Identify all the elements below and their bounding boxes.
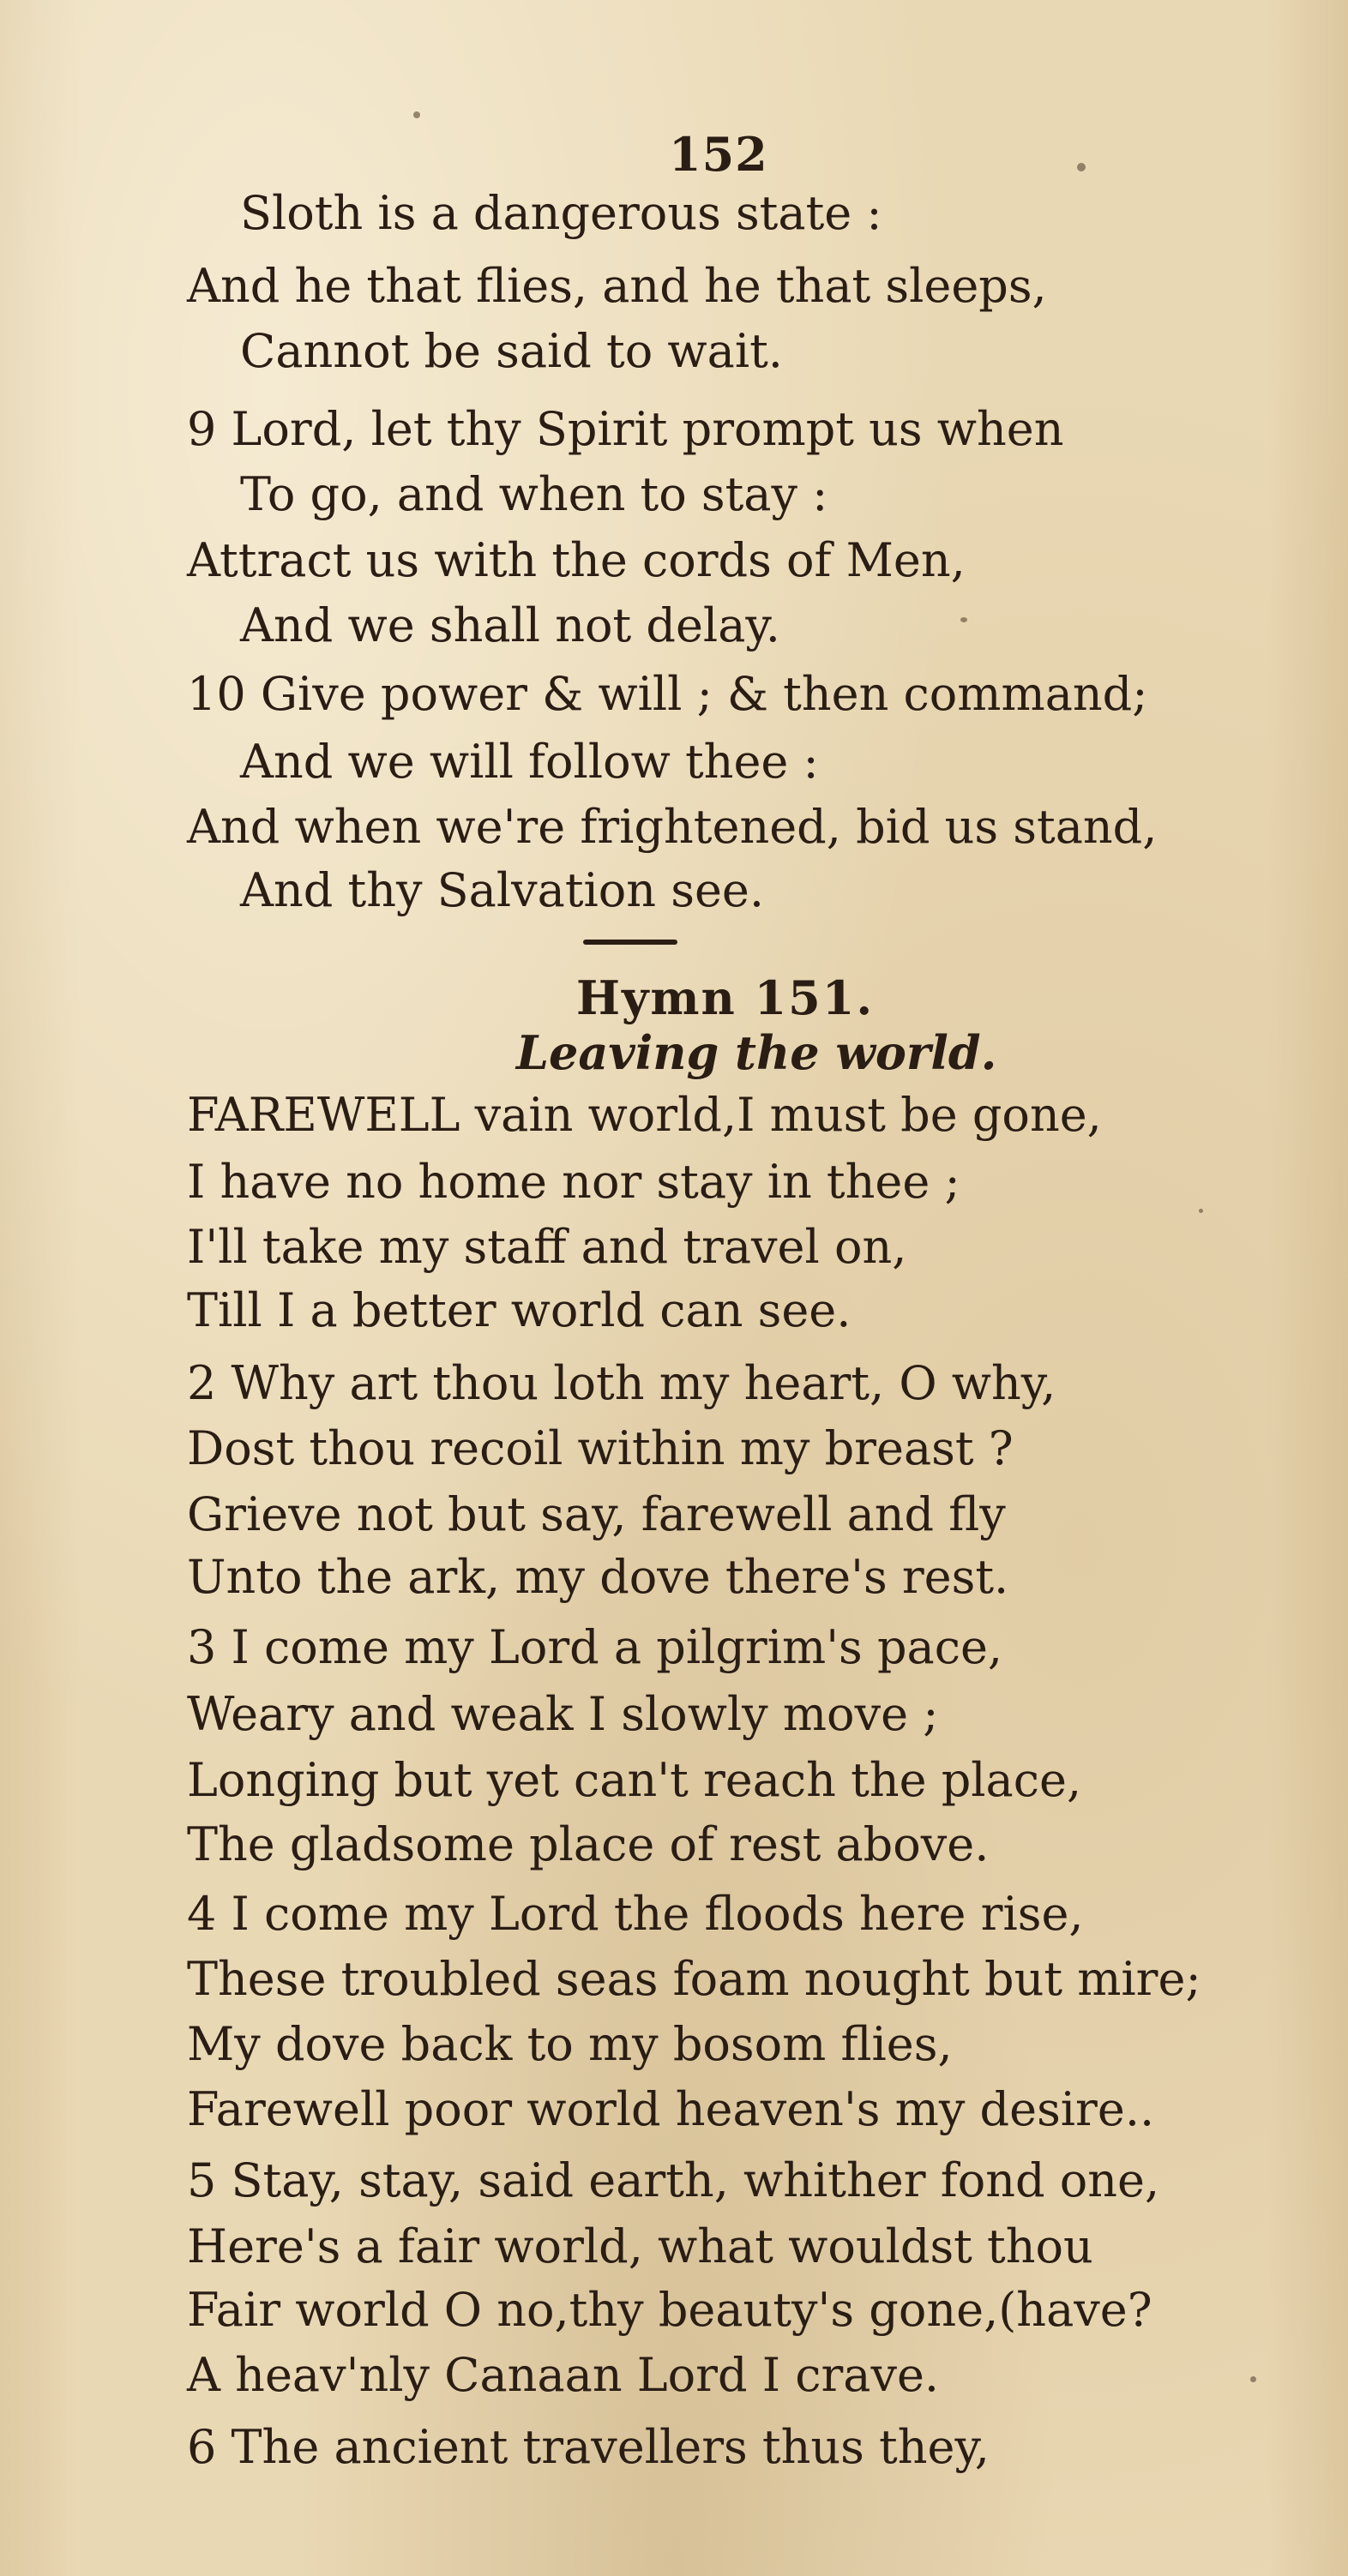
paper-speck — [413, 111, 420, 118]
hymn-title: Hymn 151. — [576, 970, 875, 1025]
section-divider — [583, 940, 677, 945]
verse-line: Fair world O no,thy beauty's gone,(have? — [187, 2283, 1152, 2337]
verse-line: 9 Lord, let thy Spirit prompt us when — [187, 402, 1064, 456]
verse-line: And we shall not delay. — [240, 598, 780, 652]
verse-line: Weary and weak I slowly move ; — [187, 1687, 939, 1741]
paper-speck — [1199, 1209, 1203, 1213]
verse-line: Unto the ark, my dove there's rest. — [187, 1550, 1009, 1604]
verse-line: Till I a better world can see. — [187, 1283, 852, 1337]
verse-line: 3 I come my Lord a pilgrim's pace, — [187, 1620, 1003, 1674]
verse-line: To go, and when to stay : — [240, 467, 828, 521]
verse-line: 10 Give power & will ; & then command; — [187, 667, 1148, 721]
paper-speck — [960, 617, 967, 622]
verse-line: Sloth is a dangerous state : — [240, 186, 882, 240]
verse-line: And he that flies, and he that sleeps, — [187, 259, 1047, 313]
verse-line: My dove back to my bosom flies, — [187, 2017, 953, 2071]
verse-line: I'll take my staff and travel on, — [187, 1220, 907, 1274]
verse-line: And thy Salvation see. — [240, 863, 765, 917]
hymn-subtitle: Leaving the world. — [516, 1025, 997, 1080]
verse-line: Farewell poor world heaven's my desire.. — [187, 2082, 1155, 2136]
verse-line: The gladsome place of rest above. — [187, 1817, 990, 1871]
verse-line: Cannot be said to wait. — [240, 324, 783, 378]
verse-line: And we will follow thee : — [240, 735, 819, 789]
verse-line: Dost thou recoil within my breast ? — [187, 1421, 1014, 1475]
verse-line: 4 I come my Lord the floods here rise, — [187, 1887, 1084, 1941]
verse-line: 6 The ancient travellers thus they, — [187, 2420, 990, 2474]
paper-speck — [1250, 2376, 1256, 2382]
verse-line: A heav'nly Canaan Lord I crave. — [187, 2348, 940, 2402]
verse-line: 5 Stay, stay, said earth, whither fond one, — [187, 2153, 1160, 2207]
verse-line: I have no home nor stay in thee ; — [187, 1155, 960, 1209]
verse-line: Attract us with the cords of Men, — [187, 533, 966, 587]
page-number: 152 — [669, 127, 768, 182]
verse-line: Grieve not but say, farewell and fly — [187, 1487, 1006, 1541]
paper-speck — [1077, 163, 1086, 171]
verse-line: FAREWELL vain world,I must be gone, — [187, 1088, 1102, 1142]
verse-line: Longing but yet can't reach the place, — [187, 1753, 1082, 1807]
verse-line: Here's a fair world, what wouldst thou — [187, 2219, 1093, 2273]
verse-line: And when we're frightened, bid us stand, — [187, 800, 1158, 854]
verse-line: These troubled seas foam nought but mire; — [187, 1952, 1201, 2006]
verse-line: 2 Why art thou loth my heart, O why, — [187, 1356, 1056, 1410]
